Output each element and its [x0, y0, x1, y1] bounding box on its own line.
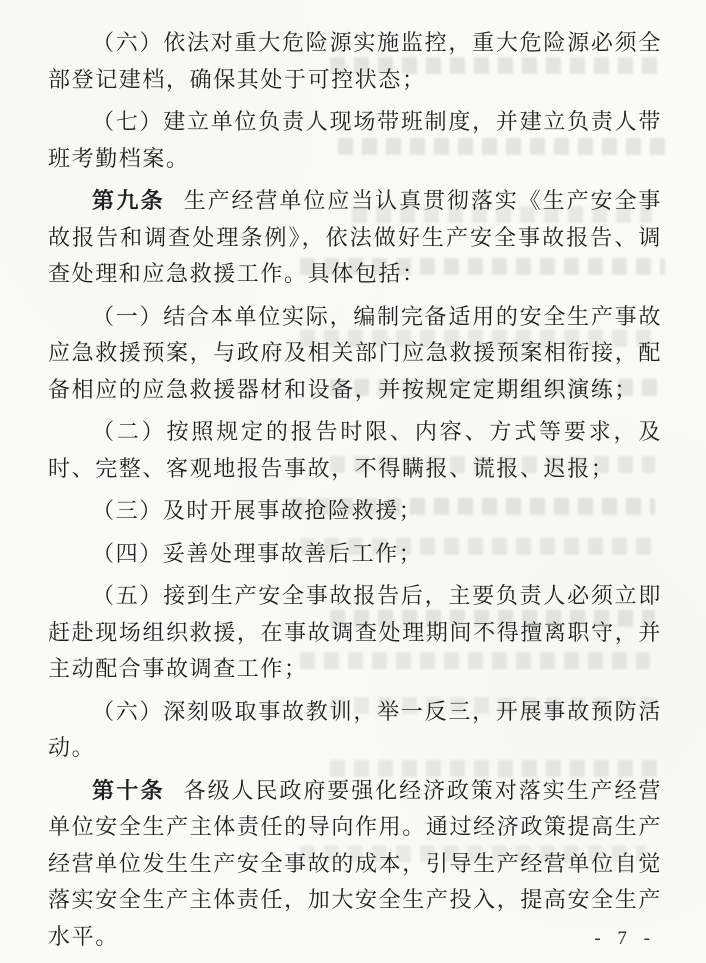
clause-text: （六）依法对重大危险源实施监控，重大危险源必须全部登记建档，确保其处于可控状态；: [48, 30, 662, 92]
clause-text: （五）接到生产安全事故报告后，主要负责人必须立即赶赴现场组织救援，在事故调查处理期间不得擅离职守，并主动配合事故调查工作；: [48, 583, 662, 681]
clause-text: （七）建立单位负责人现场带班制度，并建立负责人带班考勤档案。: [48, 109, 662, 171]
article-9-number: 第九条: [92, 188, 165, 213]
page-number: - 7 -: [594, 928, 656, 949]
clause-text: （二）按照规定的报告时限、内容、方式等要求，及时、完整、客观地报告事故，不得瞒报、谎报、迟报；: [48, 419, 662, 481]
article-10-number: 第十条: [92, 777, 165, 803]
clause-item-4: [48, 536, 662, 573]
article-10-text: 各级人民政府要强化经济政策对落实生产经营单位安全生产主体责任的导向作用。通过经济政策提高生产经营单位发生生产安全事故的成本，引导生产经营单位自觉落实安全生产主体责任，加大安全生产投入，提高安全生产水平。: [48, 777, 662, 949]
clause-item-6b: [48, 694, 662, 767]
clause-text: （六）深刻吸取事故教训，举一反三，开展事故预防活动。: [48, 698, 662, 760]
clause-item-5: [48, 578, 662, 688]
article-9-text: 生产经营单位应当认真贯彻落实《生产安全事故报告和调查处理条例》，依法做好生产安全事故报告、调查处理和应急救援工作。具体包括：: [48, 188, 662, 286]
article-9-paragraph: [48, 183, 662, 293]
document-body: [48, 25, 662, 955]
clause-item-3: [48, 493, 662, 530]
clause-item-7: [48, 104, 662, 177]
clause-text: （一）结合本单位实际，编制完备适用的安全生产事故应急救援预案，与政府及相关部门应急救援预案相衔接，配备相应的应急救援器材和设备，并按规定定期组织演练；: [48, 303, 662, 402]
clause-text: （四）妥善处理事故善后工作；: [92, 540, 423, 566]
clause-item-6: [48, 25, 662, 98]
article-10-paragraph: [48, 773, 662, 956]
clause-text: （三）及时开展事故抢险救援；: [92, 498, 423, 523]
clause-item-2: [48, 414, 662, 487]
clause-item-1: [48, 299, 662, 409]
